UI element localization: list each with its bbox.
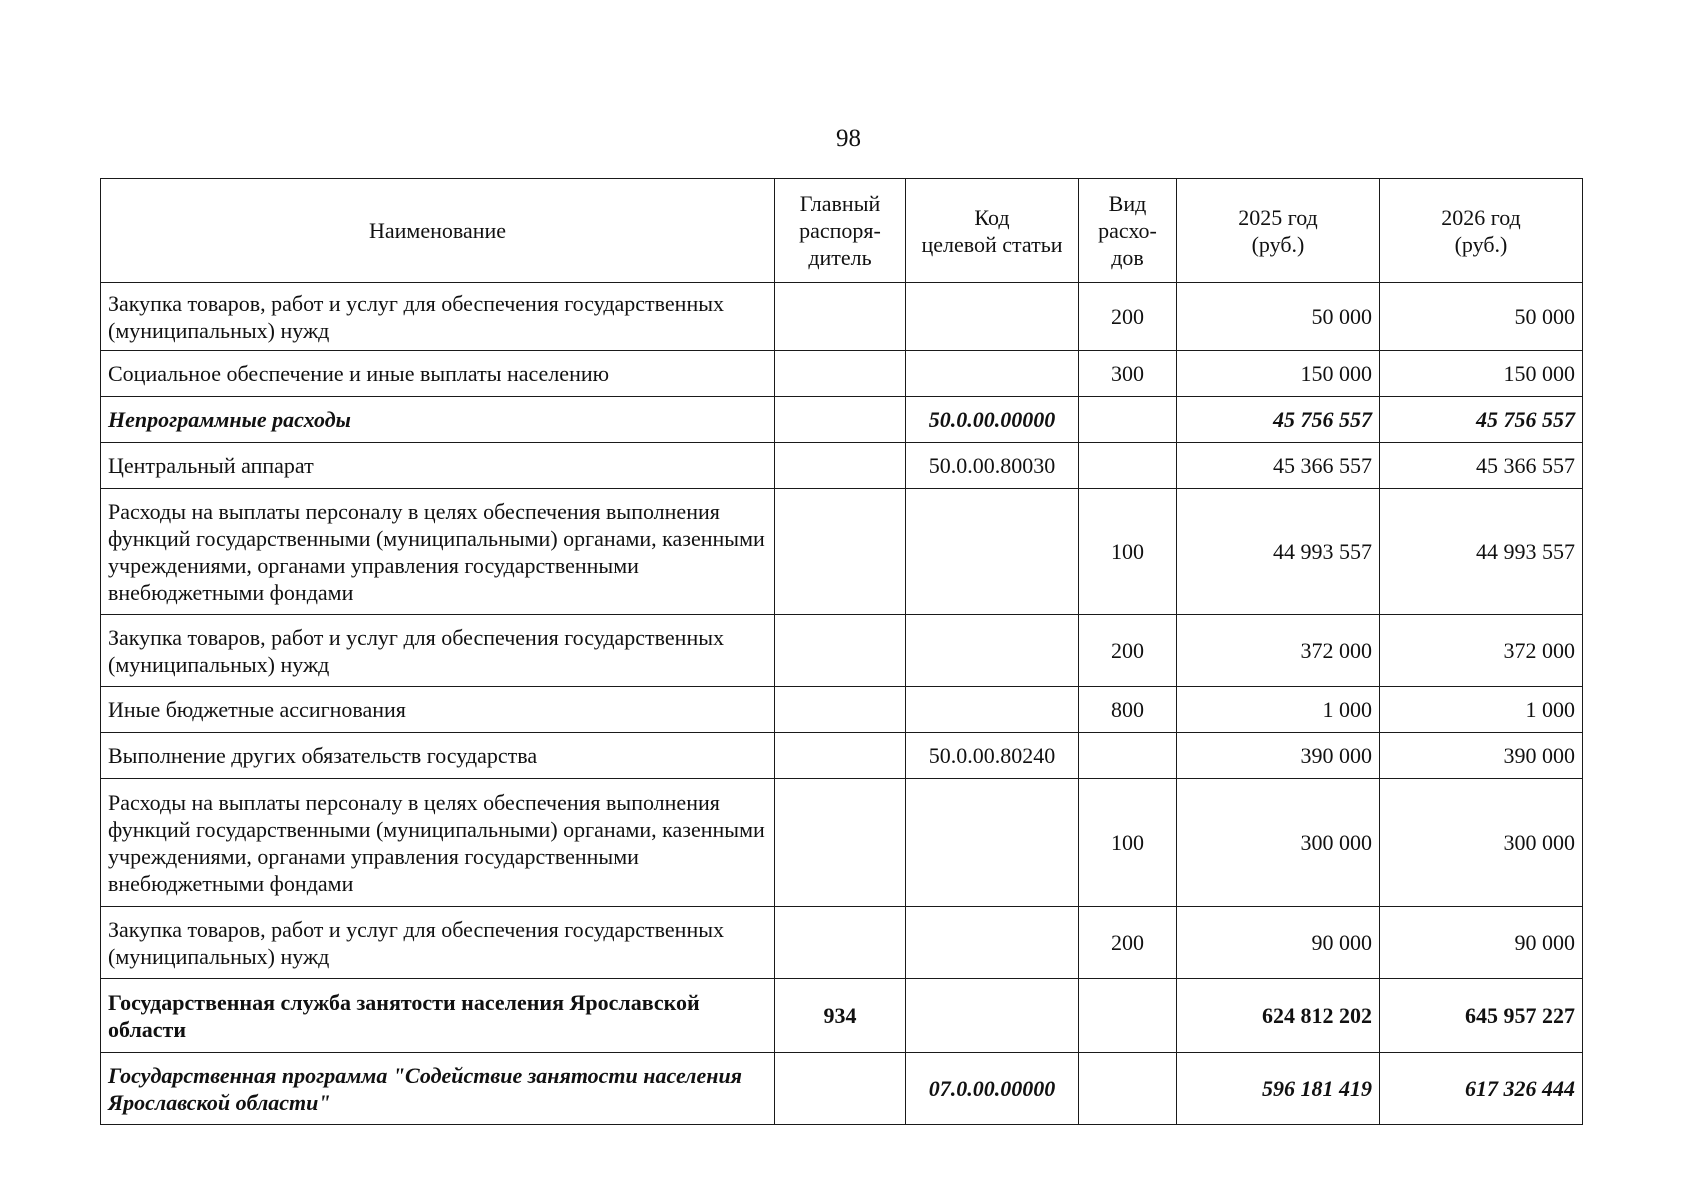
row-kind: 800 [1079,687,1177,733]
row-2025: 390 000 [1177,733,1380,779]
row-name: Закупка товаров, работ и услуг для обеспечения государственных (муниципальных) нужд [101,615,775,687]
row-distributor [775,489,906,615]
row-name: Государственная служба занятости населения Ярославской области [101,979,775,1053]
row-kind [1079,979,1177,1053]
header-2025: 2025 год (руб.) [1177,179,1380,283]
table-row [101,907,1583,979]
row-2026: 372 000 [1380,615,1583,687]
row-kind [1079,397,1177,443]
table-row [101,283,1583,351]
row-code [906,283,1079,351]
row-code [906,687,1079,733]
row-2025: 45 366 557 [1177,443,1380,489]
row-name: Государственная программа "Содействие занятости населения Ярославской области" [101,1053,775,1125]
row-2025: 44 993 557 [1177,489,1380,615]
header-2026: 2026 год (руб.) [1380,179,1583,283]
row-2025: 45 756 557 [1177,397,1380,443]
row-2025: 50 000 [1177,283,1380,351]
row-code [906,351,1079,397]
row-name: Закупка товаров, работ и услуг для обеспечения государственных (муниципальных) нужд [101,283,775,351]
row-name: Центральный аппарат [101,443,775,489]
table-row [101,733,1583,779]
table-row [101,615,1583,687]
table-row [101,351,1583,397]
row-distributor [775,397,906,443]
header-distributor: Главный распоря- дитель [775,179,906,283]
row-distributor [775,1053,906,1125]
table-row [101,687,1583,733]
row-code: 50.0.00.00000 [906,397,1079,443]
row-name: Социальное обеспечение и иные выплаты населению [101,351,775,397]
row-code: 07.0.00.00000 [906,1053,1079,1125]
row-distributor [775,283,906,351]
table-header-row [101,179,1583,283]
row-2026: 300 000 [1380,779,1583,907]
row-2026: 617 326 444 [1380,1053,1583,1125]
header-kind: Вид расхо- дов [1079,179,1177,283]
header-name: Наименование [101,179,775,283]
row-2026: 150 000 [1380,351,1583,397]
row-distributor [775,733,906,779]
row-distributor [775,907,906,979]
row-kind: 100 [1079,489,1177,615]
table-row [101,779,1583,907]
row-name: Выполнение других обязательств государства [101,733,775,779]
row-code [906,615,1079,687]
page-number: 98 [836,125,861,152]
row-distributor [775,779,906,907]
row-2025: 624 812 202 [1177,979,1380,1053]
table-row [101,443,1583,489]
row-2026: 1 000 [1380,687,1583,733]
row-kind [1079,733,1177,779]
row-2025: 300 000 [1177,779,1380,907]
table-row [101,1053,1583,1125]
row-code: 50.0.00.80240 [906,733,1079,779]
row-code [906,489,1079,615]
header-code: Код целевой статьи [906,179,1079,283]
row-name: Расходы на выплаты персоналу в целях обеспечения выполнения функций государственными (муниципальными) органами, казенными учреждениями, органами управления государственными внебюджетными фондами [101,489,775,615]
row-2025: 90 000 [1177,907,1380,979]
row-name: Непрограммные расходы [101,397,775,443]
row-distributor [775,351,906,397]
row-distributor [775,687,906,733]
row-2026: 645 957 227 [1380,979,1583,1053]
row-distributor [775,615,906,687]
row-code [906,907,1079,979]
row-2026: 90 000 [1380,907,1583,979]
row-2026: 390 000 [1380,733,1583,779]
row-distributor [775,443,906,489]
row-kind [1079,1053,1177,1125]
row-2026: 45 756 557 [1380,397,1583,443]
row-code [906,979,1079,1053]
row-distributor: 934 [775,979,906,1053]
row-2025: 372 000 [1177,615,1380,687]
row-kind: 100 [1079,779,1177,907]
row-2026: 50 000 [1380,283,1583,351]
row-2025: 1 000 [1177,687,1380,733]
table-row [101,397,1583,443]
row-name: Иные бюджетные ассигнования [101,687,775,733]
row-kind: 300 [1079,351,1177,397]
row-kind: 200 [1079,615,1177,687]
row-code: 50.0.00.80030 [906,443,1079,489]
row-2025: 150 000 [1177,351,1380,397]
row-name: Закупка товаров, работ и услуг для обеспечения государственных (муниципальных) нужд [101,907,775,979]
row-name: Расходы на выплаты персоналу в целях обеспечения выполнения функций государственными (муниципальными) органами, казенными учреждениями, органами управления государственными внебюджетными фондами [101,779,775,907]
budget-table [100,178,1583,1125]
row-2026: 44 993 557 [1380,489,1583,615]
row-kind: 200 [1079,907,1177,979]
row-kind: 200 [1079,283,1177,351]
table-row [101,489,1583,615]
row-2026: 45 366 557 [1380,443,1583,489]
row-kind [1079,443,1177,489]
row-code [906,779,1079,907]
row-2025: 596 181 419 [1177,1053,1380,1125]
table-row [101,979,1583,1053]
